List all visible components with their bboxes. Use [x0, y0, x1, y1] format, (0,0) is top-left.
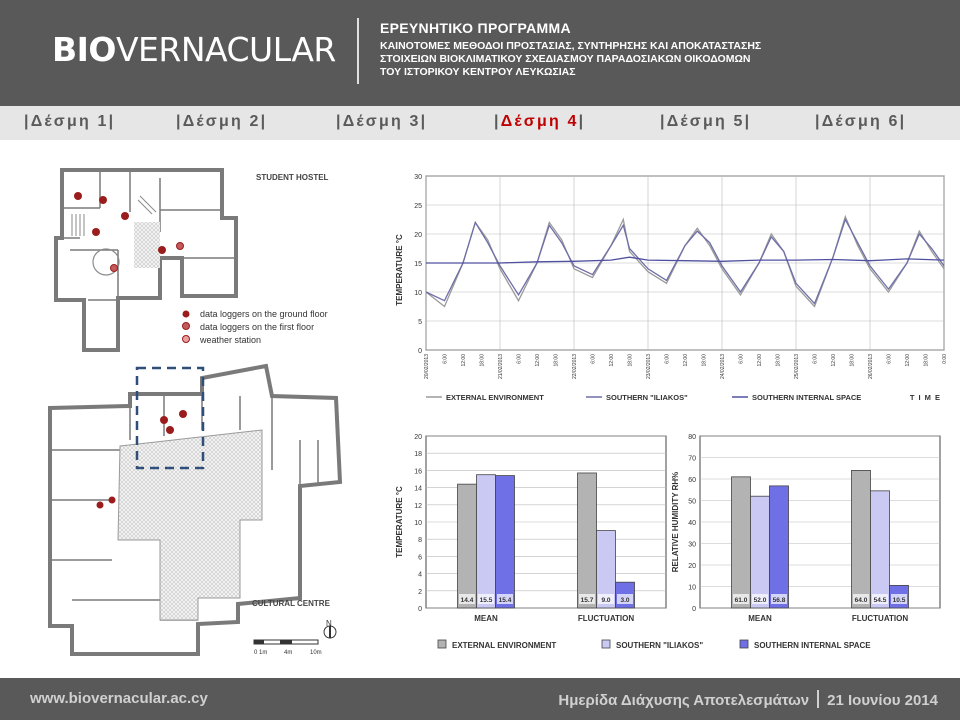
bar2-bar [770, 486, 789, 608]
logger-dot [74, 192, 82, 200]
line-x-tick-label: 18:00 [849, 354, 856, 367]
line-y-axis-label: TEMPERATURE °C [395, 234, 404, 306]
legend-line-iliakos-label: SOUTHERN "ILIAKOS" [606, 393, 688, 402]
bar1-value-label: 15.7 [580, 597, 594, 604]
bar1-y-tick-label: 0 [418, 606, 422, 613]
program-info [380, 20, 761, 79]
svg-text:10m: 10m [310, 650, 322, 656]
legend-ground-label: data loggers on the ground floor [200, 309, 328, 319]
line-x-tick-label: 6:00 [516, 354, 523, 364]
event-title: Ημερίδα Διάχυσης Αποτελεσμάτων [558, 692, 810, 709]
svg-text:N: N [326, 619, 332, 628]
bar1-y-tick-label: 12 [414, 502, 422, 510]
bar1-bar [578, 473, 597, 608]
bar1-value-label: 15.4 [498, 597, 512, 604]
biovernacular-logo[interactable]: BIOVERNACULAR [52, 30, 336, 69]
bar1-value-label: 15.5 [479, 597, 493, 604]
bar2-category-label: FLUCTUATION [851, 614, 909, 623]
bar2-bar [852, 470, 871, 608]
line-x-tick-label: 6:00 [664, 354, 671, 364]
plan-legend [183, 309, 328, 345]
bar1-y-tick-label: 16 [414, 468, 422, 476]
line-x-tick-label: 6:00 [812, 354, 819, 364]
line-y-tick-label: 20 [414, 232, 422, 239]
bar2-y-tick-label: 20 [688, 563, 696, 570]
bar1-value-label: 9.0 [601, 597, 611, 604]
logger-dot [121, 212, 129, 220]
footer-divider [817, 690, 819, 708]
line-chart-x-ticks [424, 354, 948, 379]
line-y-tick-label: 30 [414, 174, 422, 181]
humidity-bar-chart [671, 434, 940, 623]
logger-dot [92, 228, 100, 236]
line-y-tick-label: 0 [418, 348, 422, 355]
bar-legend-swatch-external [438, 640, 446, 648]
line-x-tick-label: 12:00 [831, 354, 837, 367]
bar1-y-tick-label: 4 [418, 571, 422, 579]
nav-item-desmi-5[interactable]: |Δέσμη 5| [660, 113, 752, 130]
line-x-tick-label: 12:00 [609, 354, 615, 367]
legend-first-label: data loggers on the first floor [200, 322, 315, 332]
cultural-courtyard [118, 430, 262, 620]
program-line-3: ΤΟΥ ΙΣΤΟΡΙΚΟΥ ΚΕΝΤΡΟΥ ΛΕΥΚΩΣΙΑΣ [380, 66, 576, 78]
footer-bar [0, 678, 960, 720]
line-x-tick-label: 12:00 [757, 354, 763, 367]
logger-dot [160, 416, 168, 424]
program-title: ΕΡΕΥΝΗΤΙΚΟ ΠΡΟΓΡΑΜΜΑ [380, 20, 571, 36]
logger-dot [109, 497, 116, 504]
line-chart-y-ticks [414, 174, 422, 355]
line-x-tick-label: 18:00 [479, 354, 486, 367]
bar1-y-tick-label: 2 [418, 588, 422, 596]
bar2-y-tick-label: 0 [692, 606, 696, 613]
line-x-tick-label: 6:00 [442, 354, 449, 364]
bar1-y-axis-label: TEMPERATURE °C [395, 486, 404, 558]
event-date: 21 Ιουνίου 2014 [827, 692, 938, 709]
bar2-value-label: 61.0 [734, 597, 748, 604]
line-x-tick-label: 12:00 [535, 354, 541, 367]
nav-item-desmi-4[interactable]: |Δέσμη 4| [494, 113, 586, 130]
weather-station-dot [111, 265, 118, 272]
logger-dot-first-floor [177, 243, 184, 250]
bar-chart-legend [438, 640, 871, 650]
legend-ground-dot [183, 311, 190, 318]
bar1-category-label: MEAN [474, 614, 498, 623]
nav-item-desmi-6[interactable]: |Δέσμη 6| [815, 113, 907, 130]
logger-dot [166, 426, 174, 434]
line-chart-legend [426, 393, 861, 402]
bar1-bar [458, 484, 477, 608]
header-banner [0, 0, 960, 106]
line-x-tick-label: 23/02/2013 [646, 354, 652, 380]
svg-text:0 1m: 0 1m [254, 650, 268, 656]
program-line-1: ΚΑΙΝΟΤΟΜΕΣ ΜΕΘΟΔΟΙ ΠΡΟΣΤΑΣΙΑΣ, ΣΥΝΤΗΡΗΣΗΣ ΚΑΙ ΑΠΟΚΑΤΑΣΤΑΣΗΣ [380, 40, 762, 52]
bar2-y-tick-label: 60 [688, 477, 696, 484]
bar2-value-label: 10.5 [892, 597, 906, 604]
event-info [558, 690, 938, 709]
bar-legend-swatch-iliakos [602, 640, 610, 648]
line-x-tick-label: 0:00 [942, 354, 948, 364]
bar2-value-label: 52.0 [753, 597, 767, 604]
bar2-value-label: 64.0 [854, 597, 868, 604]
bar2-y-tick-label: 80 [688, 434, 696, 441]
line-x-tick-label: 20/02/2013 [424, 354, 430, 380]
north-arrow-icon [324, 619, 336, 638]
line-x-tick-label: 21/02/2013 [498, 354, 504, 380]
legend-weather-label: weather station [200, 335, 262, 345]
line-x-tick-label: 18:00 [923, 354, 930, 367]
line-x-tick-label: 6:00 [738, 354, 745, 364]
bar2-bar [751, 496, 770, 608]
line-x-tick-label: 18:00 [701, 354, 708, 367]
slide-content [0, 140, 960, 678]
nav-item-desmi-1[interactable]: |Δέσμη 1| [24, 113, 116, 130]
line-x-tick-label: 6:00 [590, 354, 597, 364]
logger-dot [99, 196, 107, 204]
legend-weather-dot [183, 336, 190, 343]
bar1-y-tick-label: 18 [414, 451, 422, 459]
line-x-tick-label: 22/02/2013 [572, 354, 578, 380]
bar1-y-tick-label: 20 [414, 434, 422, 441]
line-x-axis-label: T I M E [909, 393, 941, 402]
bar2-y-tick-label: 30 [688, 541, 696, 549]
line-y-tick-label: 15 [414, 261, 422, 268]
bar1-bar [496, 476, 515, 608]
scale-bar [254, 640, 322, 656]
line-x-tick-label: 18:00 [775, 354, 782, 367]
line-y-tick-label: 10 [414, 290, 422, 297]
nav-item-desmi-2[interactable]: |Δέσμη 2| [176, 113, 268, 130]
line-y-tick-label: 5 [418, 319, 422, 326]
bar1-category-label: FLUCTUATION [577, 614, 635, 623]
bar2-y-axis-label: RELATIVE HUMIDITY RH% [671, 471, 680, 573]
website-link[interactable]: www.biovernacular.ac.cy [30, 690, 208, 707]
line-x-tick-label: 12:00 [461, 354, 467, 367]
bar-legend-iliakos-label: SOUTHERN "ILIAKOS" [616, 641, 704, 650]
logger-dot [179, 410, 187, 418]
legend-line-external-label: EXTERNAL ENVIRONMENT [446, 393, 544, 402]
bar2-bar [871, 491, 890, 608]
bar2-category-label: MEAN [748, 614, 772, 623]
bar2-y-tick-label: 70 [688, 455, 696, 463]
bar2-y-tick-label: 50 [688, 498, 696, 506]
bar1-value-label: 14.4 [460, 597, 474, 604]
bar2-value-label: 56.8 [772, 597, 786, 604]
program-line-2: ΣΤΟΙΧΕΙΩΝ ΒΙΟΚΛΙΜΑΤΙΚΟΥ ΣΧΕΔΙΑΣΜΟΥ ΠΑΡΑΔΟΣΙΑΚΩΝ ΟΙΚΟΔΟΜΩΝ [380, 53, 751, 65]
bar1-y-tick-label: 8 [418, 537, 422, 545]
bar1-y-tick-label: 6 [418, 554, 422, 562]
slide-figure [0, 140, 960, 678]
svg-text:4m: 4m [284, 650, 293, 656]
logger-dot [97, 502, 104, 509]
bar1-bar [477, 475, 496, 608]
bar2-value-label: 54.5 [873, 597, 887, 604]
line-x-tick-label: 12:00 [905, 354, 911, 367]
line-x-tick-label: 25/02/2013 [794, 354, 800, 380]
header-divider [357, 18, 359, 84]
line-x-tick-label: 24/02/2013 [720, 354, 726, 380]
bar-legend-internal-label: SOUTHERN INTERNAL SPACE [754, 641, 871, 650]
line-x-tick-label: 18:00 [627, 354, 634, 367]
line-x-tick-label: 6:00 [886, 354, 893, 364]
nav-bar [0, 106, 960, 140]
floor-plans [50, 170, 340, 656]
student-hostel-title: STUDENT HOSTEL [256, 173, 329, 182]
bar2-y-tick-label: 10 [688, 584, 696, 592]
nav-item-desmi-3[interactable]: |Δέσμη 3| [336, 113, 428, 130]
line-y-tick-label: 25 [414, 203, 422, 210]
bar2-bar [732, 477, 751, 608]
cultural-centre-title: CULTURAL CENTRE [252, 599, 330, 608]
legend-line-internal-label: SOUTHERN INTERNAL SPACE [752, 393, 862, 402]
bar1-value-label: 3.0 [620, 597, 630, 604]
bar-legend-external-label: EXTERNAL ENVIRONMENT [452, 641, 557, 650]
line-x-tick-label: 12:00 [683, 354, 689, 367]
bar1-y-tick-label: 14 [414, 485, 422, 493]
line-x-tick-label: 26/02/2013 [868, 354, 874, 380]
logger-dot [158, 246, 166, 254]
temperature-bar-chart [395, 434, 666, 623]
bar2-y-tick-label: 40 [688, 520, 696, 527]
line-x-tick-label: 18:00 [553, 354, 560, 367]
bar-legend-swatch-internal [740, 640, 748, 648]
legend-first-dot [183, 323, 190, 330]
hostel-courtyard [134, 222, 160, 268]
bar1-y-tick-label: 10 [414, 520, 422, 527]
temperature-line-chart [395, 174, 948, 402]
